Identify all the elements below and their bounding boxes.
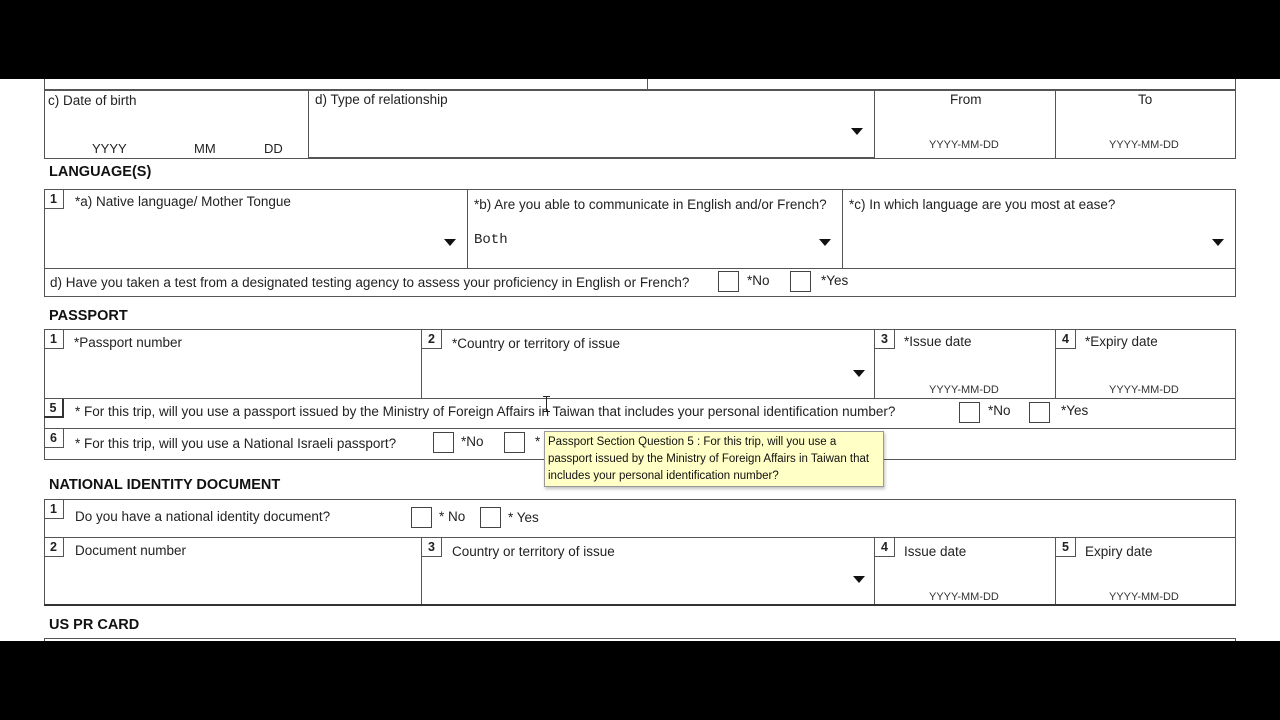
passport-issue-label: *Issue date xyxy=(904,334,972,349)
relationship-type-label: d) Type of relationship xyxy=(315,92,448,107)
divider xyxy=(842,189,843,269)
document-issue-date-field[interactable]: YYYY-MM-DD xyxy=(929,591,999,603)
language-test-no-label: *No xyxy=(747,273,770,288)
divider xyxy=(308,90,309,159)
communicate-label: *b) Are you able to communicate in English and/or French? xyxy=(474,197,827,212)
dob-dd: DD xyxy=(264,141,283,156)
question-number: 2 xyxy=(422,330,442,349)
document-issue-label: Issue date xyxy=(904,544,967,559)
dob-yyyy: YYYY xyxy=(92,141,127,156)
divider xyxy=(44,604,1236,606)
chevron-down-icon[interactable] xyxy=(853,576,865,583)
passport-q6-no-checkbox[interactable] xyxy=(433,432,454,453)
passport-expiry-label: *Expiry date xyxy=(1085,334,1158,349)
question-number: 6 xyxy=(44,429,64,448)
us-pr-card-heading: US PR CARD xyxy=(49,617,140,633)
chevron-down-icon[interactable] xyxy=(444,239,456,246)
passport-q5-yes-checkbox[interactable] xyxy=(1029,402,1050,423)
passport-issue-date-field[interactable]: YYYY-MM-DD xyxy=(929,384,999,396)
dob-label: c) Date of birth xyxy=(48,93,137,108)
document-country-label: Country or territory of issue xyxy=(452,544,615,559)
tooltip xyxy=(544,431,884,487)
document-expiry-label: Expiry date xyxy=(1085,544,1153,559)
question-number: 3 xyxy=(875,330,895,349)
text-cursor-icon xyxy=(543,396,550,412)
document-expiry-date-field[interactable]: YYYY-MM-DD xyxy=(1109,591,1179,603)
national-id-yes-checkbox[interactable] xyxy=(480,507,501,528)
native-language-select[interactable] xyxy=(46,214,465,267)
language-test-yes-label: *Yes xyxy=(821,273,849,288)
question-number: 2 xyxy=(44,538,64,557)
communicate-select[interactable] xyxy=(469,217,840,267)
passport-country-label: *Country or territory of issue xyxy=(452,336,621,351)
us-pr-card-row xyxy=(44,638,1236,641)
divider xyxy=(309,157,875,159)
divider xyxy=(467,189,468,269)
passport-q5-yes-label: *Yes xyxy=(1061,403,1089,418)
document-number-label: Document number xyxy=(75,543,187,558)
communicate-value: Both xyxy=(474,232,508,248)
divider xyxy=(1055,90,1056,159)
to-label: To xyxy=(1138,92,1153,107)
document-number-input[interactable] xyxy=(46,561,419,603)
from-date-field[interactable]: YYYY-MM-DD xyxy=(929,139,999,151)
passport-q6-yes-label: * xyxy=(535,434,541,449)
previous-row xyxy=(44,79,1236,90)
question-number: 1 xyxy=(44,500,64,519)
languages-heading: LANGUAGE(S) xyxy=(49,164,152,180)
document-country-select[interactable] xyxy=(423,561,872,603)
passport-q6-label: * For this trip, will you use a National Israeli passport? xyxy=(75,436,397,451)
national-id-no-checkbox[interactable] xyxy=(411,507,432,528)
national-id-heading: NATIONAL IDENTITY DOCUMENT xyxy=(49,477,281,493)
question-number: 3 xyxy=(422,538,442,557)
language-test-label: d) Have you taken a test from a designated testing agency to assess your proficiency in English or French? xyxy=(50,275,690,290)
question-number: 1 xyxy=(44,330,64,349)
tooltip-text: Passport Section Question 5 : For this trip, will you use a passport issued by the Ministry of Foreign Affairs in Taiwan that includes your personal identification number? xyxy=(548,436,870,482)
passport-number-label: *Passport number xyxy=(74,335,183,350)
national-id-have-label: Do you have a national identity document? xyxy=(75,509,331,524)
passport-q6-yes-checkbox[interactable] xyxy=(504,432,525,453)
chevron-down-icon[interactable] xyxy=(819,239,831,246)
national-id-yes-label: * Yes xyxy=(508,510,539,525)
chevron-down-icon[interactable] xyxy=(1212,239,1224,246)
chevron-down-icon[interactable] xyxy=(851,128,863,135)
native-language-label: *a) Native language/ Mother Tongue xyxy=(75,194,291,209)
passport-q5-label: * For this trip, will you use a passport issued by the Ministry of Foreign Affairs in Taiwan that includes your personal identification number? xyxy=(75,404,896,419)
national-id-no-label: * No xyxy=(439,509,466,524)
dob-mm: MM xyxy=(194,141,216,156)
form-page xyxy=(0,79,1280,641)
passport-country-select[interactable] xyxy=(423,355,872,397)
most-at-ease-select[interactable] xyxy=(844,217,1234,267)
passport-q6-no-label: *No xyxy=(461,434,484,449)
passport-expiry-date-field[interactable]: YYYY-MM-DD xyxy=(1109,384,1179,396)
language-test-yes-checkbox[interactable] xyxy=(790,271,811,292)
language-test-no-checkbox[interactable] xyxy=(718,271,739,292)
question-number: 5 xyxy=(1056,538,1076,557)
relationship-type-select[interactable] xyxy=(310,109,873,155)
to-date-field[interactable]: YYYY-MM-DD xyxy=(1109,139,1179,151)
question-number: 4 xyxy=(1056,330,1076,349)
passport-number-input[interactable] xyxy=(46,353,419,397)
chevron-down-icon[interactable] xyxy=(853,370,865,377)
passport-q5-no-label: *No xyxy=(988,403,1011,418)
question-number: 1 xyxy=(44,190,64,209)
divider xyxy=(874,90,875,159)
from-label: From xyxy=(950,92,982,107)
passport-q5-no-checkbox[interactable] xyxy=(959,402,980,423)
question-number: 4 xyxy=(875,538,895,557)
question-number: 5 xyxy=(44,399,64,418)
most-at-ease-label: *c) In which language are you most at ease? xyxy=(849,197,1116,212)
previous-row-divider xyxy=(647,79,648,90)
passport-heading: PASSPORT xyxy=(49,308,128,324)
